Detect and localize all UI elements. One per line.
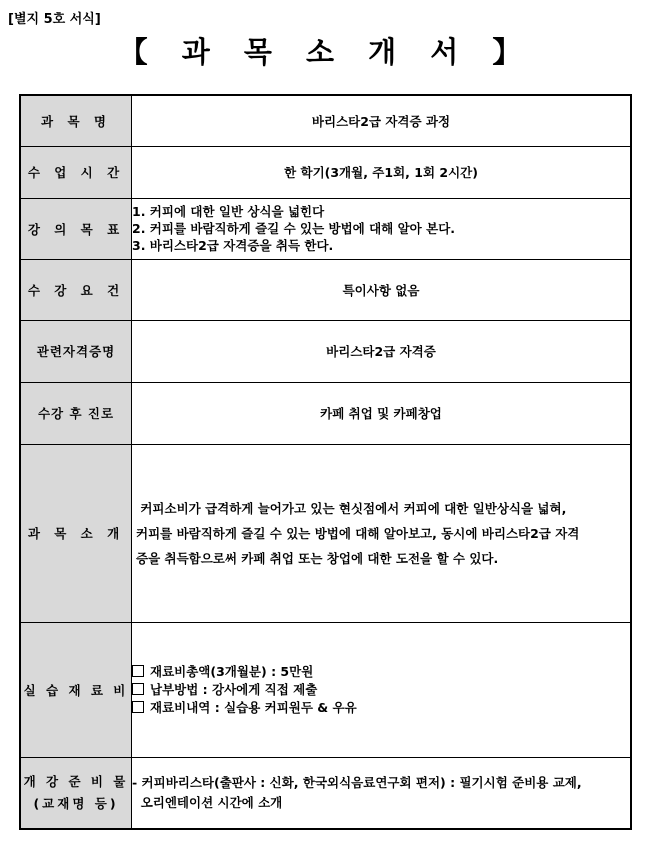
row-course-name bbox=[20, 95, 631, 146]
checkbox-icon bbox=[132, 701, 144, 713]
material-text: 재료비총액(3개월분) : 5만원 bbox=[150, 663, 314, 679]
intro-paragraph bbox=[134, 496, 630, 571]
material-text: 납부방법 : 강사에게 직접 제출 bbox=[150, 681, 318, 697]
value-intro bbox=[132, 444, 632, 622]
row-textbook bbox=[20, 757, 631, 829]
intro-line: 커피를 바람직하게 즐길 수 있는 방법에 대해 알아보고, 동시에 바리스타2급 자격 bbox=[136, 525, 580, 541]
course-info-table bbox=[19, 94, 632, 830]
row-goals bbox=[20, 198, 631, 259]
goal-item: 3. 바리스타2급 자격증을 취득 한다. bbox=[132, 238, 334, 253]
label-certificate: 관련자격증명 bbox=[20, 320, 132, 382]
label-textbook-line1: 개 강 준 비 물 bbox=[23, 773, 129, 789]
row-career bbox=[20, 382, 631, 444]
label-intro: 과 목 소 개 bbox=[20, 444, 132, 622]
goal-item: 1. 커피에 대한 일반 상식을 넓힌다 bbox=[132, 204, 325, 219]
value-textbook bbox=[132, 757, 632, 829]
material-text: 재료비내역 : 실습용 커피원두 & 우유 bbox=[150, 699, 357, 715]
label-textbook bbox=[20, 757, 132, 829]
row-intro bbox=[20, 444, 631, 622]
material-item bbox=[132, 681, 630, 699]
document-title: 【 과 목 소 개 서 】 bbox=[118, 35, 534, 69]
value-course-name: 바리스타2급 자격증 과정 bbox=[132, 95, 632, 146]
textbook-line: - 커피바리스타(출판사 : 신화, 한국외식음료연구회 편저) : 필기시험 준비용 교제, bbox=[132, 774, 582, 790]
material-item bbox=[132, 699, 630, 717]
textbook-line: 오리엔테이션 시간에 소개 bbox=[132, 794, 283, 810]
label-materials: 실 습 재 료 비 bbox=[20, 622, 132, 757]
value-goals bbox=[132, 198, 632, 259]
label-class-time: 수 업 시 간 bbox=[20, 146, 132, 198]
material-item bbox=[132, 663, 630, 681]
goal-item: 2. 커피를 바람직하게 즐길 수 있는 방법에 대해 알아 본다. bbox=[132, 221, 456, 236]
form-number: [별지 5호 서식] bbox=[8, 12, 101, 27]
intro-line: 커피소비가 급격하게 늘어가고 있는 현싯점에서 커피에 대한 일반상식을 넓혀, bbox=[136, 500, 567, 516]
value-career: 카페 취업 및 카페창업 bbox=[132, 382, 632, 444]
label-course-name: 과 목 명 bbox=[20, 95, 132, 146]
label-textbook-line2: (교재명 등) bbox=[33, 795, 119, 811]
intro-line: 증을 취득함으로써 카페 취업 또는 창업에 대한 도전을 할 수 있다. bbox=[136, 550, 499, 566]
label-requirements: 수 강 요 건 bbox=[20, 259, 132, 320]
value-requirements: 특이사항 없음 bbox=[132, 259, 632, 320]
checkbox-icon bbox=[132, 665, 144, 677]
row-requirements bbox=[20, 259, 631, 320]
value-certificate: 바리스타2급 자격증 bbox=[132, 320, 632, 382]
checkbox-icon bbox=[132, 683, 144, 695]
row-certificate bbox=[20, 320, 631, 382]
value-class-time: 한 학기(3개월, 주1회, 1회 2시간) bbox=[132, 146, 632, 198]
row-class-time bbox=[20, 146, 631, 198]
row-materials bbox=[20, 622, 631, 757]
label-career: 수강 후 진로 bbox=[20, 382, 132, 444]
value-materials bbox=[132, 622, 632, 757]
label-goals: 강 의 목 표 bbox=[20, 198, 132, 259]
